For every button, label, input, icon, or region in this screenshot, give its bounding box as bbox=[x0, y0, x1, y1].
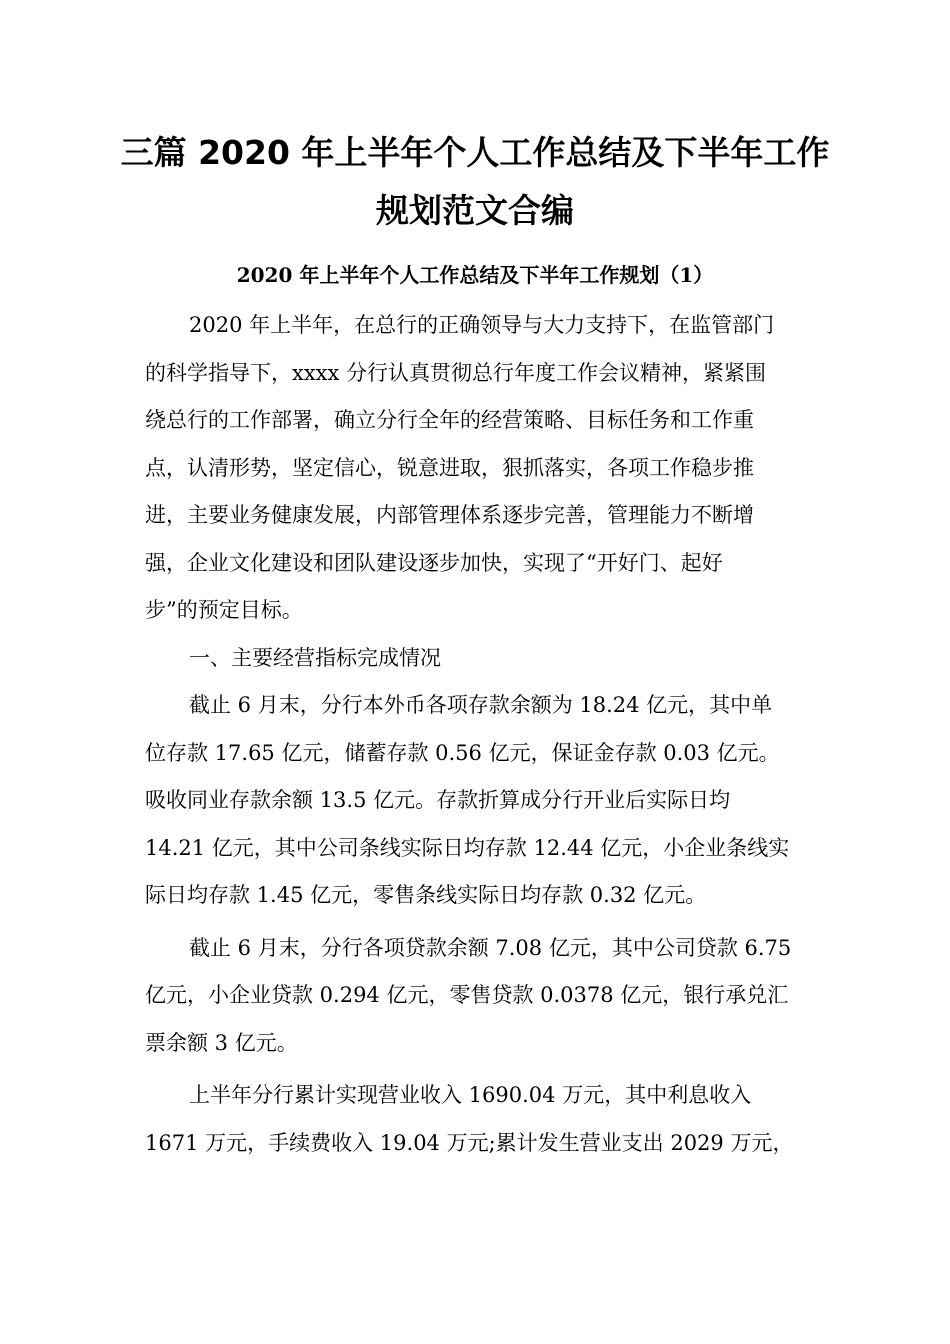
paragraph-line: 14.21 亿元，其中公司条线实际日均存款 12.44 亿元，小企业条线实 bbox=[145, 835, 790, 860]
heading-main-indicators bbox=[145, 635, 810, 683]
paragraph-line: 1671 万元，手续费收入 19.04 万元;累计发生营业支出 2029 万元， bbox=[145, 1130, 794, 1155]
paragraph-line: 截止 6 月末，分行各项贷款余额 7.08 亿元，其中公司贷款 6.75 bbox=[189, 935, 792, 960]
paragraph-line: 上半年分行累计实现营业收入 1690.04 万元，其中利息收入 bbox=[189, 1083, 752, 1107]
paragraph-intro bbox=[145, 302, 810, 635]
subheading-line: 一、主要经营指标完成情况 bbox=[189, 645, 441, 670]
document-title bbox=[100, 124, 850, 240]
paragraph-line: 位存款 17.65 亿元，储蓄存款 0.56 亿元，保证金存款 0.03 亿元。 bbox=[145, 740, 780, 765]
paragraph-line: 截止 6 月末，分行本外币各项存款余额为 18.24 亿元，其中单 bbox=[189, 693, 773, 717]
paragraph-revenue bbox=[145, 1072, 810, 1167]
paragraph-line: 点，认清形势，坚定信心，锐意进取，狠抓落实，各项工作稳步推 bbox=[145, 455, 754, 480]
paragraph-line: 吸收同业存款余额 13.5 亿元。存款折算成分行开业后实际日均 bbox=[145, 788, 731, 812]
paragraph-line: 亿元，小企业贷款 0.294 亿元，零售贷款 0.0378 亿元，银行承兑汇 bbox=[145, 983, 789, 1007]
section-title: 2020 年上半年个人工作总结及下半年工作规划（1） bbox=[236, 263, 714, 287]
paragraph-line: 绕总行的工作部署，确立分行全年的经营策略、目标任务和工作重 bbox=[145, 408, 754, 432]
paragraph-line: 进，主要业务健康发展，内部管理体系逐步完善，管理能力不断增 bbox=[145, 503, 754, 527]
paragraph-line: 的科学指导下，xxxx 分行认真贯彻总行年度工作会议精神，紧紧围 bbox=[145, 360, 767, 385]
document-title-line-1: 三篇 2020 年上半年个人工作总结及下半年工作 bbox=[120, 133, 830, 172]
document-title-line-2: 规划范文合编 bbox=[376, 191, 574, 230]
document-body bbox=[145, 302, 810, 1167]
paragraph-loans bbox=[145, 925, 810, 1068]
paragraph-line: 2020 年上半年，在总行的正确领导与大力支持下，在监管部门 bbox=[189, 313, 775, 337]
paragraph-line: 际日均存款 1.45 亿元，零售条线实际日均存款 0.32 亿元。 bbox=[145, 883, 707, 907]
paragraph-line: 强，企业文化建设和团队建设逐步加快，实现了“开好门、起好 bbox=[145, 550, 723, 575]
paragraph-deposits bbox=[145, 682, 810, 920]
paragraph-line: 步”的预定目标。 bbox=[145, 598, 303, 622]
paragraph-line: 票余额 3 亿元。 bbox=[145, 1030, 298, 1055]
